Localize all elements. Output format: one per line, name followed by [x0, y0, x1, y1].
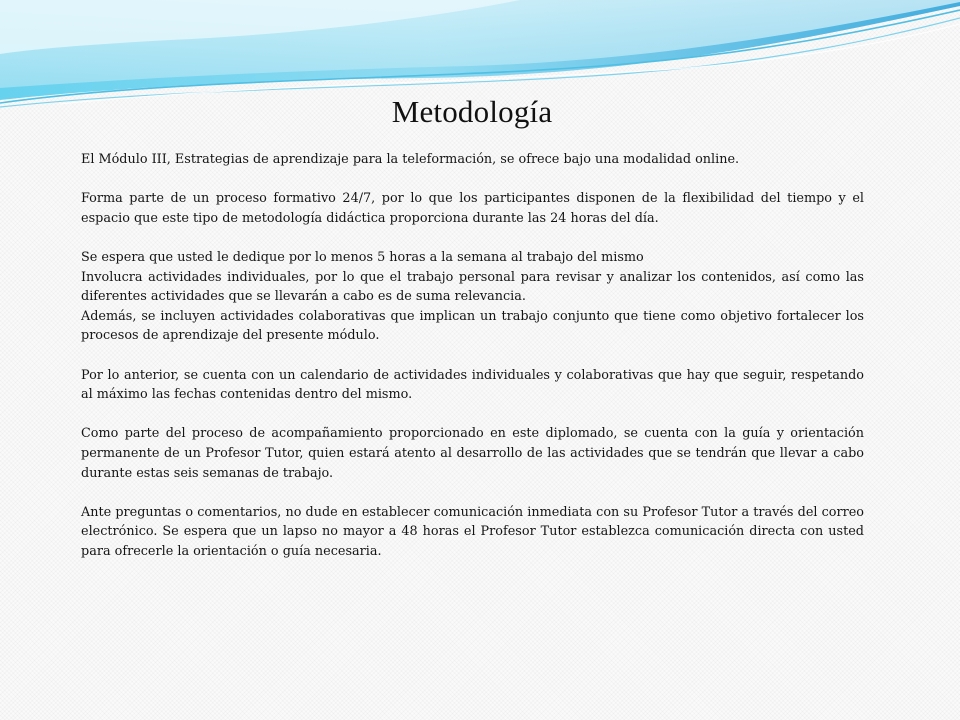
- paragraph-actividades-individuales: Involucra actividades individuales, por lo que el trabajo personal para revisar y analizar los contenidos, así como las diferentes actividades que se llevarán a cabo es de suma relevancia.: [81, 269, 864, 305]
- paragraph-actividades-colaborativas: Además, se incluyen actividades colaborativas que implican un trabajo conjunto que tiene como objetivo fortalecer los procesos de aprendizaje del presente módulo.: [81, 308, 864, 344]
- paragraph-profesor-tutor: Como parte del proceso de acompañamiento proporcionado en este diplomado, se cuenta con la guía y orientación permanente de un Profesor Tutor, quien estará atento al desarrollo de las actividades que se tendrán que llevar a cabo durante estas seis semanas de trabajo.: [81, 426, 864, 481]
- page-title: Metodología: [391, 94, 553, 129]
- paragraph-calendario: Por lo anterior, se cuenta con un calendario de actividades individuales y colaborativas que hay que seguir, respetando al máximo las fechas contenidas dentro del mismo.: [81, 367, 864, 403]
- paragraph-proceso-formativo: Forma parte de un proceso formativo 24/7, por lo que los participantes disponen de la flexibilidad del tiempo y el espacio que este tipo de metodología didáctica proporciona durante las 24 horas del día.: [81, 191, 864, 226]
- body-content: [81, 150, 864, 561]
- paragraph-dedicacion: Se espera que usted le dedique por lo menos 5 horas a la semana al trabajo del mismo: [81, 249, 644, 265]
- paragraph-comunicacion: Ante preguntas o comentarios, no dude en establecer comunicación inmediata con su Profesor Tutor a través del correo electrónico. Se espera que un lapso no mayor a 48 horas el Profesor Tutor establezca comunicación directa con usted para ofrecerle la orientación o guía necesaria.: [81, 504, 864, 559]
- paragraph-modalidad: El Módulo III, Estrategias de aprendizaje para la teleformación, se ofrece bajo una modalidad online.: [81, 152, 740, 167]
